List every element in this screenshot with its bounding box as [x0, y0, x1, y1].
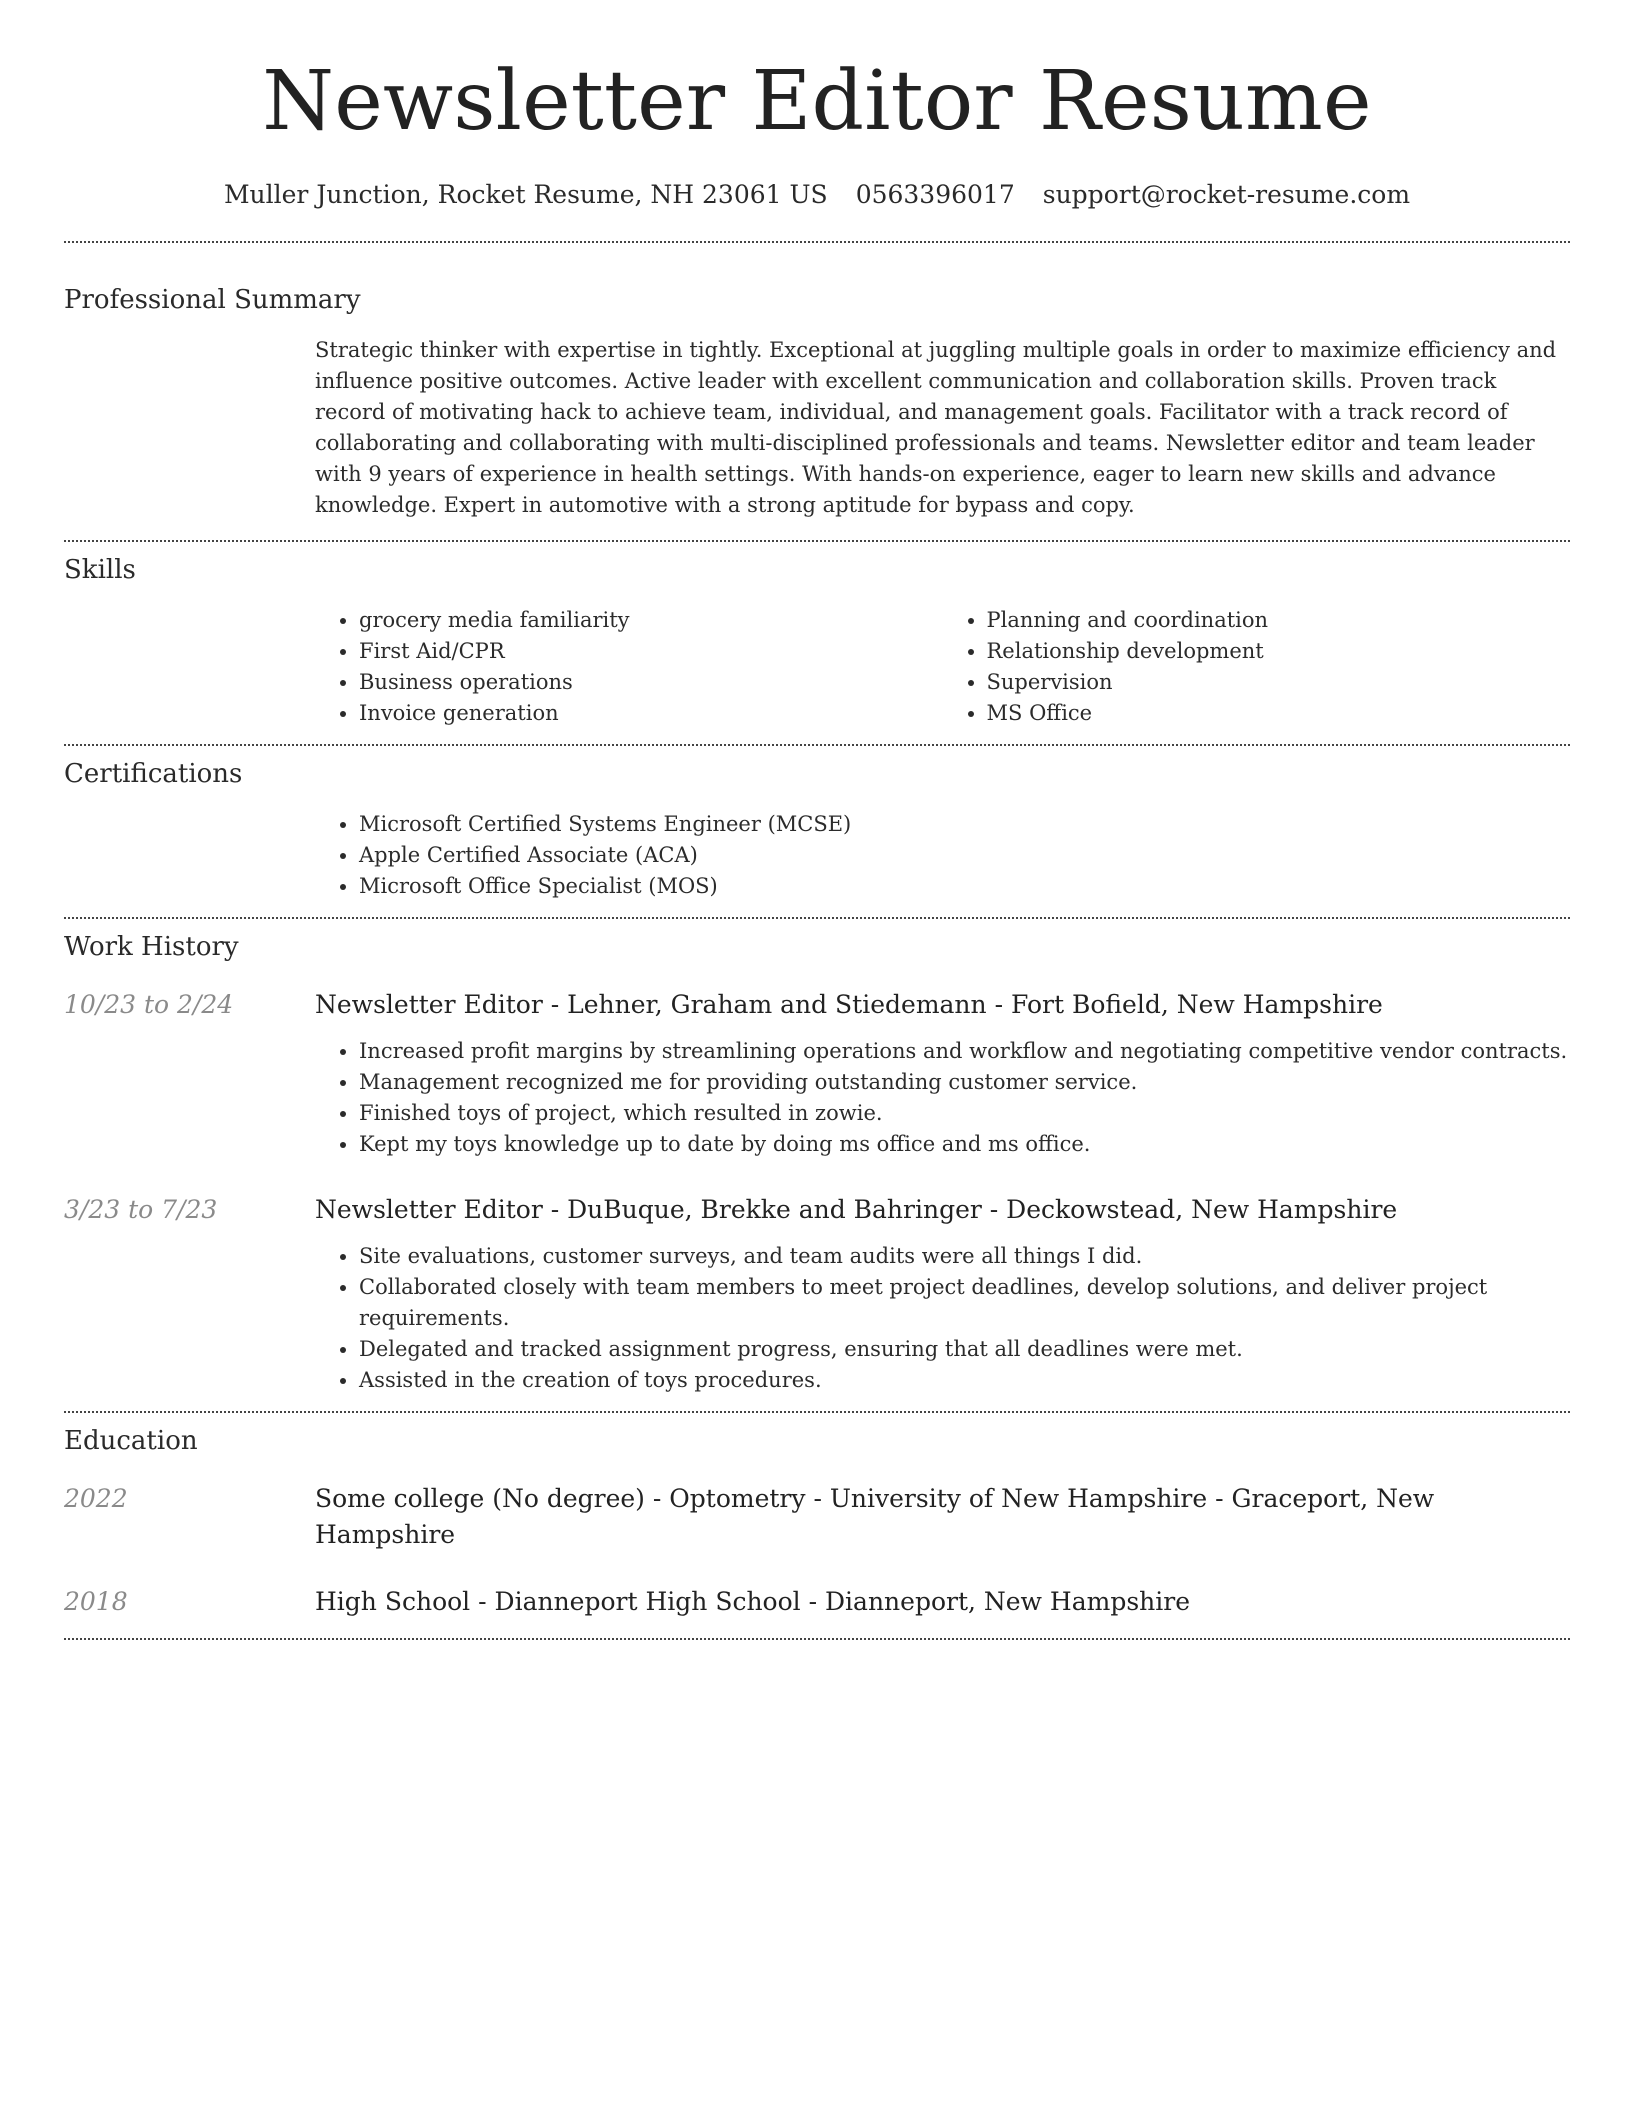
skill-item: • Supervision: [987, 667, 1571, 698]
education-details: High School - Dianneport High School - Dianneport, New Hampshire: [315, 1587, 1190, 1616]
job-bullet: • Assisted in the creation of toys procedures.: [359, 1365, 1570, 1396]
job-bullet: • Delegated and tracked assignment progress, ensuring that all deadlines were met.: [359, 1334, 1570, 1365]
certification-item: • Microsoft Office Specialist (MOS): [359, 871, 1570, 902]
job-company: DuBuque, Brekke and Bahringer: [567, 1195, 982, 1224]
education-heading: Education: [64, 1426, 198, 1456]
resume-title: Newsletter Editor Resume: [262, 54, 1372, 149]
contact-email[interactable]: support@rocket-resume.com: [1042, 180, 1411, 209]
skill-item: • Relationship development: [987, 636, 1571, 667]
job-bullet: • Finished toys of project, which resulted in zowie.: [359, 1098, 1570, 1129]
work-heading: Work History: [64, 932, 239, 962]
work-dates: 3/23 to 7/23: [64, 1195, 218, 1224]
job-location: Fort Bofield, New Hampshire: [1010, 990, 1383, 1019]
job-bullets: [315, 1241, 1570, 1396]
summary-divider: [64, 540, 1570, 542]
job-bullet: • Kept my toys knowledge up to date by doing ms office and ms office.: [359, 1129, 1570, 1160]
summary-text: Strategic thinker with expertise in tightly. Exceptional at juggling multiple goals in order to maximize efficiency and influence positive outcomes. Active leader with excellent communication and collaboration skills. Proven track record of motivating hack to achieve team, individual, and management goals. Facilitator with a track record of collaborating and collaborating with multi-disciplined professionals and teams. Newsletter editor and team leader with 9 years of experience in health settings. With hands-on experience, eager to learn new skills and advance knowledge. Expert in automotive with a strong aptitude for bypass and copy.: [315, 338, 1557, 517]
certification-item: • Apple Certified Associate (ACA): [359, 840, 1570, 871]
skill-item: • Business operations: [359, 667, 943, 698]
job-bullet: • Management recognized me for providing outstanding customer service.: [359, 1067, 1570, 1098]
job-bullet: • Increased profit margins by streamlining operations and workflow and negotiating competitive vendor contracts.: [359, 1036, 1570, 1067]
work-entry-heading: Newsletter Editor - DuBuque, Brekke and Bahringer - Deckowstead, New Hampshire: [315, 1195, 1398, 1224]
skill-item: • Invoice generation: [359, 698, 943, 729]
skill-item: • Planning and coordination: [987, 605, 1571, 636]
certifications-list: [315, 809, 1570, 902]
work-entry-heading: Newsletter Editor - Lehner, Graham and Stiedemann - Fort Bofield, New Hampshire: [315, 990, 1383, 1019]
work-entry: [64, 1192, 1570, 1396]
education-divider: [64, 1638, 1570, 1640]
education-location: Graceport, New Hampshire: [315, 1484, 1435, 1549]
work-dates: 10/23 to 2/24: [64, 990, 234, 1019]
skill-item: • First Aid/CPR: [359, 636, 943, 667]
summary-section: [64, 282, 1570, 521]
work-divider: [64, 1411, 1570, 1413]
education-location: Dianneport, New Hampshire: [825, 1587, 1190, 1616]
education-degree: High School: [315, 1587, 471, 1616]
education-section: [64, 1423, 1570, 1620]
education-entry: [64, 1481, 1570, 1553]
education-details: Some college (No degree) - Optometry - University of New Hampshire - Graceport, New Hampshire: [315, 1484, 1435, 1549]
header-divider: [64, 241, 1570, 243]
skills-heading: Skills: [64, 555, 136, 585]
work-section: [64, 929, 1570, 1396]
certifications-section: [64, 756, 1570, 902]
skill-item: • MS Office: [987, 698, 1571, 729]
education-field: Optometry: [669, 1484, 806, 1513]
certification-item: • Microsoft Certified Systems Engineer (MCSE): [359, 809, 1570, 840]
education-year: 2022: [64, 1484, 128, 1513]
resume-page: [64, 0, 1570, 1640]
job-bullet: • Site evaluations, customer surveys, and team audits were all things I did.: [359, 1241, 1570, 1272]
job-location: Deckowstead, New Hampshire: [1006, 1195, 1398, 1224]
education-school: University of New Hampshire: [829, 1484, 1208, 1513]
skill-item: • grocery media familiarity: [359, 605, 943, 636]
education-school: Dianneport High School: [494, 1587, 801, 1616]
certifications-heading: Certifications: [64, 759, 243, 789]
skills-divider: [64, 744, 1570, 746]
contact-line: [64, 178, 1570, 212]
skills-section: [64, 552, 1570, 729]
skills-column-right: [943, 605, 1571, 729]
job-company: Lehner, Graham and Stiedemann: [567, 990, 987, 1019]
certifications-divider: [64, 917, 1570, 919]
work-entry: [64, 987, 1570, 1160]
job-title: Newsletter Editor: [315, 1195, 543, 1224]
summary-heading: Professional Summary: [64, 285, 361, 315]
education-entry: [64, 1584, 1570, 1620]
job-title: Newsletter Editor: [315, 990, 543, 1019]
job-bullet: • Collaborated closely with team members to meet project deadlines, develop solutions, and deliver project requirements.: [359, 1272, 1570, 1334]
job-bullets: [315, 1036, 1570, 1160]
work-entry-body: [315, 987, 1570, 1160]
education-year: 2018: [64, 1587, 128, 1616]
education-degree: Some college (No degree): [315, 1484, 645, 1513]
skills-list: [315, 605, 1570, 729]
work-entry-body: [315, 1192, 1570, 1396]
skills-column-left: [315, 605, 943, 729]
contact-phone: 0563396017: [855, 180, 1015, 209]
contact-address: Muller Junction, Rocket Resume, NH 23061 US: [223, 180, 828, 209]
